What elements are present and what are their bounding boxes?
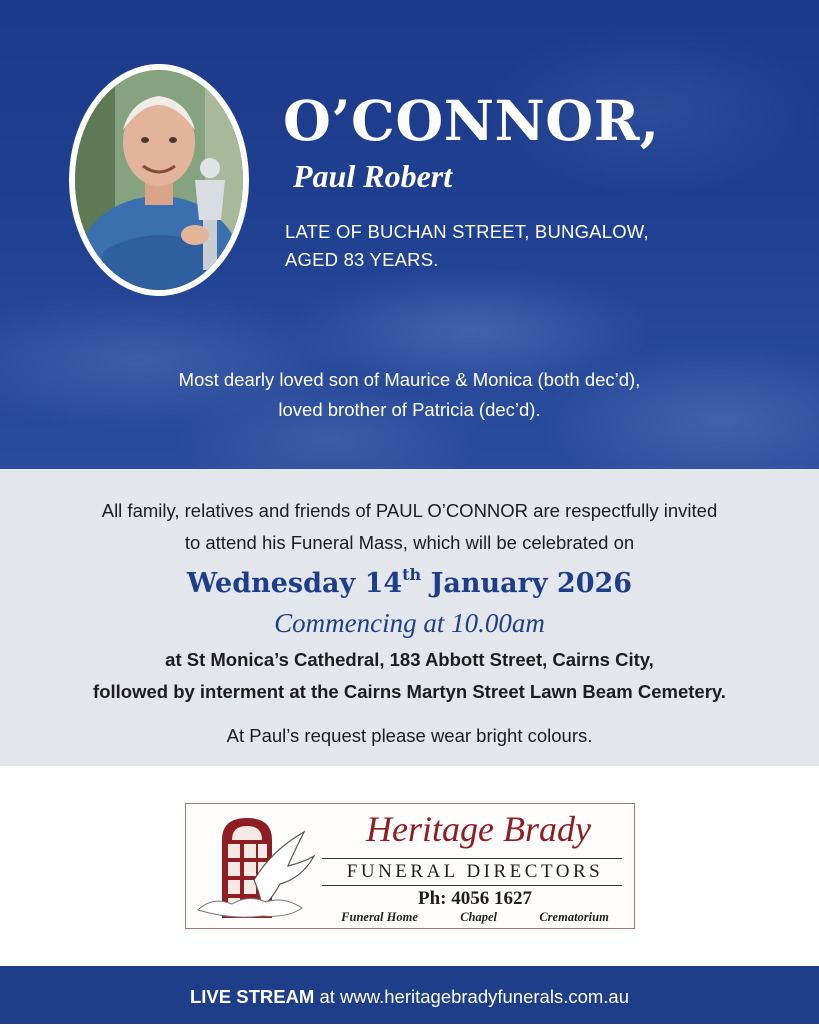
venue-line: at St Monica’s Cathedral, 183 Abbott Street, Cairns City,: [165, 649, 654, 670]
residence-age: [285, 218, 705, 274]
relations-line: Most dearly loved son of Maurice & Monica (both dec’d),: [178, 369, 641, 390]
relations-line: loved brother of Patricia (dec’d).: [278, 399, 541, 420]
divider: [322, 885, 622, 886]
deceased-surname: O’CONNOR,: [283, 88, 660, 153]
service-crematorium: Crematorium: [539, 910, 609, 924]
family-relations: [0, 365, 819, 425]
age-line: AGED 83 YEARS.: [285, 249, 439, 270]
invitation-line: All family, relatives and friends of PAUL O’CONNOR are respectfully invited: [101, 500, 718, 521]
service-date: [0, 565, 819, 599]
live-stream-label: LIVE STREAM: [189, 986, 315, 1007]
service-date-suffix: th: [402, 565, 422, 584]
invitation-line: to attend his Funeral Mass, which will be celebrated on: [184, 532, 635, 553]
brand-phone: Ph: 4056 1627: [418, 888, 532, 909]
portrait-frame: [69, 64, 249, 296]
service-funeral-home: Funeral Home: [341, 910, 418, 924]
service-details: [0, 469, 819, 766]
brand-tagline: FUNERAL DIRECTORS: [346, 861, 604, 882]
portrait-photo: [75, 70, 243, 290]
service-venue: [0, 644, 819, 708]
hero-banner: [0, 0, 819, 469]
portrait-illustration: [75, 70, 243, 290]
dove-window-icon: [192, 810, 322, 922]
invitation-text: [0, 495, 819, 559]
interment-line: followed by interment at the Cairns Martyn Street Lawn Beam Cemetery.: [93, 681, 726, 702]
brand-name: Heritage Brady: [366, 809, 591, 849]
service-date-day: Wednesday 14: [186, 568, 403, 599]
deceased-given-names: Paul Robert: [293, 158, 453, 194]
funeral-director-logo: [185, 803, 635, 929]
service-date-month-year: January 2026: [421, 568, 633, 599]
brand-services: [320, 910, 630, 925]
service-time: Commencing at 10.00am: [274, 608, 545, 638]
residence-line: LATE OF BUCHAN STREET, BUNGALOW,: [285, 221, 649, 242]
divider: [322, 858, 622, 859]
live-stream-footer: [0, 966, 819, 1024]
live-stream-url[interactable]: at www.heritagebradyfunerals.com.au: [314, 986, 630, 1007]
service-chapel: Chapel: [460, 910, 498, 924]
dress-request: At Paul’s request please wear bright colours.: [226, 725, 593, 746]
